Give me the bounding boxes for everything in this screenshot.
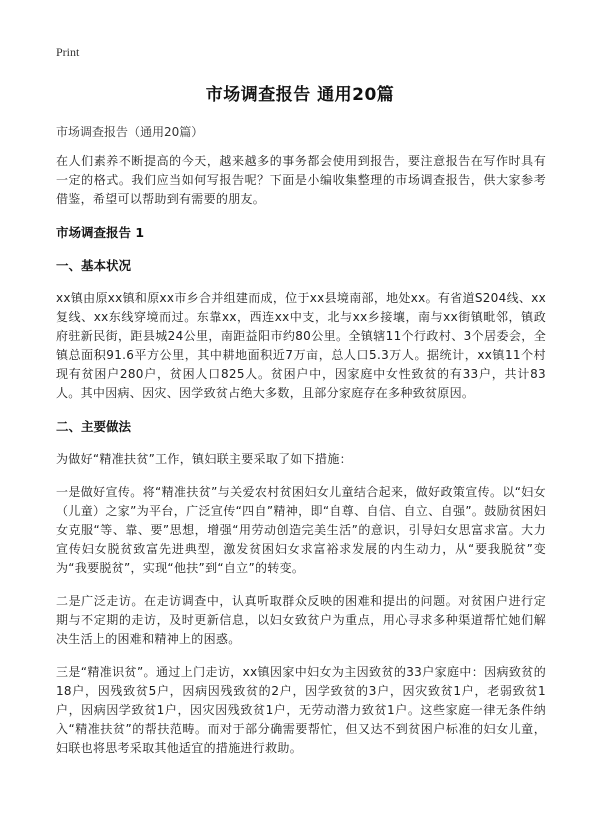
print-link[interactable]: Print <box>56 45 80 59</box>
identification-paragraph: 三是“精准识贫”。通过上门走访，xx镇因家中妇女为主因致贫的33户家庭中：因病致贫的18户，因残致贫5户，因病因残致贫的2户，因学致贫的3户，因灾致贫1户，老弱致贫1户，因病因学致贫1户，因灾因残致贫1户，无劳动潜力致贫1户。这些家庭一律无条件纳入“精准扶贫”的帮扶范畴。而对于部分确需要帮忙，但又达不到贫困户标准的妇女儿童，妇联也将思考采取其他适宜的措施进行救助。 <box>56 665 546 755</box>
page-title: 市场调查报告 通用20篇 <box>205 85 395 105</box>
measures-intro-paragraph: 为做好“精准扶贫”工作，镇妇联主要采取了如下措施： <box>56 452 352 466</box>
visits-paragraph: 二是广泛走访。在走访调查中，认真听取群众反映的困难和提出的问题。对贫困户进行定期与不定期的走访，及时更新信息，以妇女致贫户为重点，用心寻求多种渠道帮忙她们解决生活上的困难和精神上的困惑。 <box>56 594 546 646</box>
basic-status-paragraph: xx镇由原xx镇和原xx市乡合并组建而成，位于xx县境南部，地处xx。有省道S204线、xx复线、xx东线穿境而过。东靠xx，西连xx中支，北与xx乡接壤，南与xx街镇毗邻，镇政府驻新民街，距县城24公里，南距益阳市约80公里。全镇辖11个行政村、3个居委会，全镇总面积91.6平方公里，其中耕地面积近7万亩，总人口5.3万人。据统计，xx镇11个村现有贫困户280户，贫困人口825人。贫困户中，因家庭中女性致贫的有33户，共计83人。其中因病、因灾、因学致贫占绝大多数，且部分家庭存在多种致贫原因。 <box>56 291 546 400</box>
section-heading-main-practices: 二、主要做法 <box>56 419 132 434</box>
document-body <box>56 152 546 772</box>
intro-paragraph: 在人们素养不断提高的今天，越来越多的事务都会使用到报告，要注意报告在写作时具有一定的格式。我们应当如何写报告呢？下面是小编收集整理的市场调查报告，供大家参考借鉴，希望可以帮助到有需要的朋友。 <box>56 154 546 206</box>
section-heading-basic-status: 一、基本状况 <box>56 258 132 273</box>
report-heading: 市场调查报告 1 <box>56 225 145 240</box>
publicity-paragraph: 一是做好宣传。将“精准扶贫”与关爱农村贫困妇女儿童结合起来，做好政策宣传。以“妇女（儿童）之家”为平台，广泛宣传“四自”精神，即“自尊、自信、自立、自强”。鼓励贫困妇女克服“等、靠、要”思想，增强“用劳动创造完美生活”的意识，引导妇女思富求富。大力宣传妇女脱贫致富先进典型，激发贫困妇女求富裕求发展的内生动力，从“要我脱贫”变为“我要脱贫”，实现“他扶”到“自立”的转变。 <box>56 485 546 575</box>
document-subtitle: 市场调查报告（通用20篇） <box>56 125 204 139</box>
